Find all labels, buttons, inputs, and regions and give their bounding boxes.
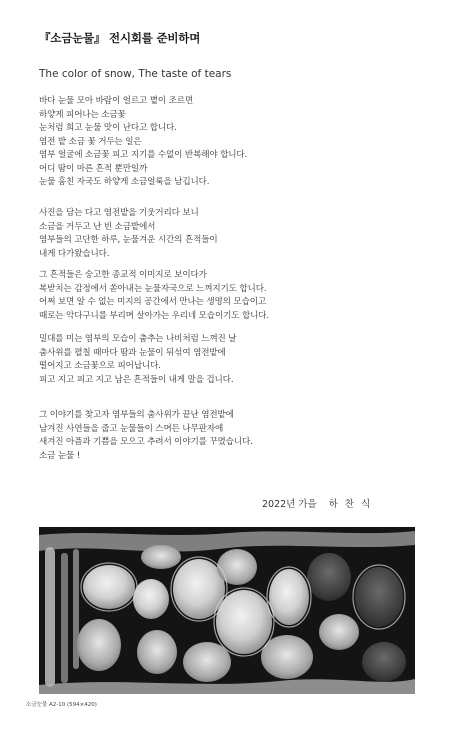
paragraph-4 bbox=[39, 333, 236, 387]
text-line: 그 이야기를 찾고자 염부들의 춤사위가 끝난 염전밭에 bbox=[39, 410, 234, 420]
text-line: 소금을 거두고 난 빈 소금밭에서 bbox=[39, 221, 156, 232]
text-line: 바다 눈물 모아 바람이 얼르고 볕이 조르면 bbox=[39, 96, 194, 106]
text-line: 춤사위를 펼칠 때마다 땀과 눈물이 뒤섞여 염전밭에 bbox=[39, 347, 226, 358]
salt-tears-artwork bbox=[39, 527, 415, 694]
text-line: 남겨진 사연들을 줍고 눈물들이 스며든 나무판자에 bbox=[39, 423, 224, 434]
subtitle: The color of snow, The taste of tears bbox=[39, 68, 232, 80]
paragraph-2 bbox=[39, 207, 218, 261]
signature-name: 하 찬 식 bbox=[328, 499, 373, 510]
paragraph-3 bbox=[39, 269, 269, 323]
paragraph-5 bbox=[39, 409, 253, 463]
text-line: 염전 밭 소금 꽃 거두는 일은 bbox=[39, 136, 142, 147]
text-line: 새겨진 아픔과 기쁨을 모으고 추려서 이야기를 꾸몄습니다. bbox=[39, 437, 253, 447]
text-line: 피고 지고 피고 지고 남은 흔적들이 내게 말을 겁니다. bbox=[39, 374, 234, 385]
text-line: 하얗게 피어나는 소금꽃 bbox=[39, 109, 126, 120]
text-line: 그 흔적들은 숭고한 종교적 이미지로 보이다가 bbox=[39, 270, 207, 280]
text-line: 떨어지고 소금꽃으로 피어납니다. bbox=[39, 361, 161, 371]
text-line: 어쩌 보면 알 수 없는 미지의 공간에서 만나는 생명의 모습이고 bbox=[39, 297, 267, 307]
text-line: 밀대를 미는 염부의 모습이 춤추는 나비처럼 느껴진 날 bbox=[39, 334, 237, 344]
text-line: 눈물 훔친 자국도 하얗게 소금얼룩을 남깁니다. bbox=[39, 177, 210, 187]
page-title: 『소금눈물』 전시회를 준비하며 bbox=[39, 31, 201, 45]
artwork-caption: 소금눈물 A2-10 (594×420) bbox=[26, 702, 97, 708]
text-line: 소금 눈물 ! bbox=[39, 450, 81, 461]
text-line: 눈처럼 희고 눈물 맛이 난다고 합니다. bbox=[39, 123, 177, 133]
text-line: 사진을 담는 다고 염전밭을 기웃거리다 보니 bbox=[39, 208, 199, 218]
paragraph-1 bbox=[39, 95, 247, 190]
text-line: 복받치는 감정에서 쏟아내는 눈물자국으로 느껴지기도 합니다. bbox=[39, 283, 267, 294]
text-line: 어디 땀이 마른 흔적 뿐만일까 bbox=[39, 163, 148, 174]
signature-date: 2022년 가을 bbox=[262, 499, 317, 510]
text-line: 때로는 악다구니를 부리며 살아가는 우리네 모습이기도 합니다. bbox=[39, 310, 270, 321]
text-line: 내게 다가왔습니다. bbox=[39, 248, 110, 259]
artwork-photo bbox=[39, 527, 415, 694]
text-line: 염부 얼굴에 소금꽃 피고 지기를 수없이 반복해야 합니다. bbox=[39, 150, 248, 160]
signature bbox=[262, 496, 372, 510]
text-line: 염부들의 고단한 하루, 눈물겨운 시간의 흔적들이 bbox=[39, 235, 218, 245]
